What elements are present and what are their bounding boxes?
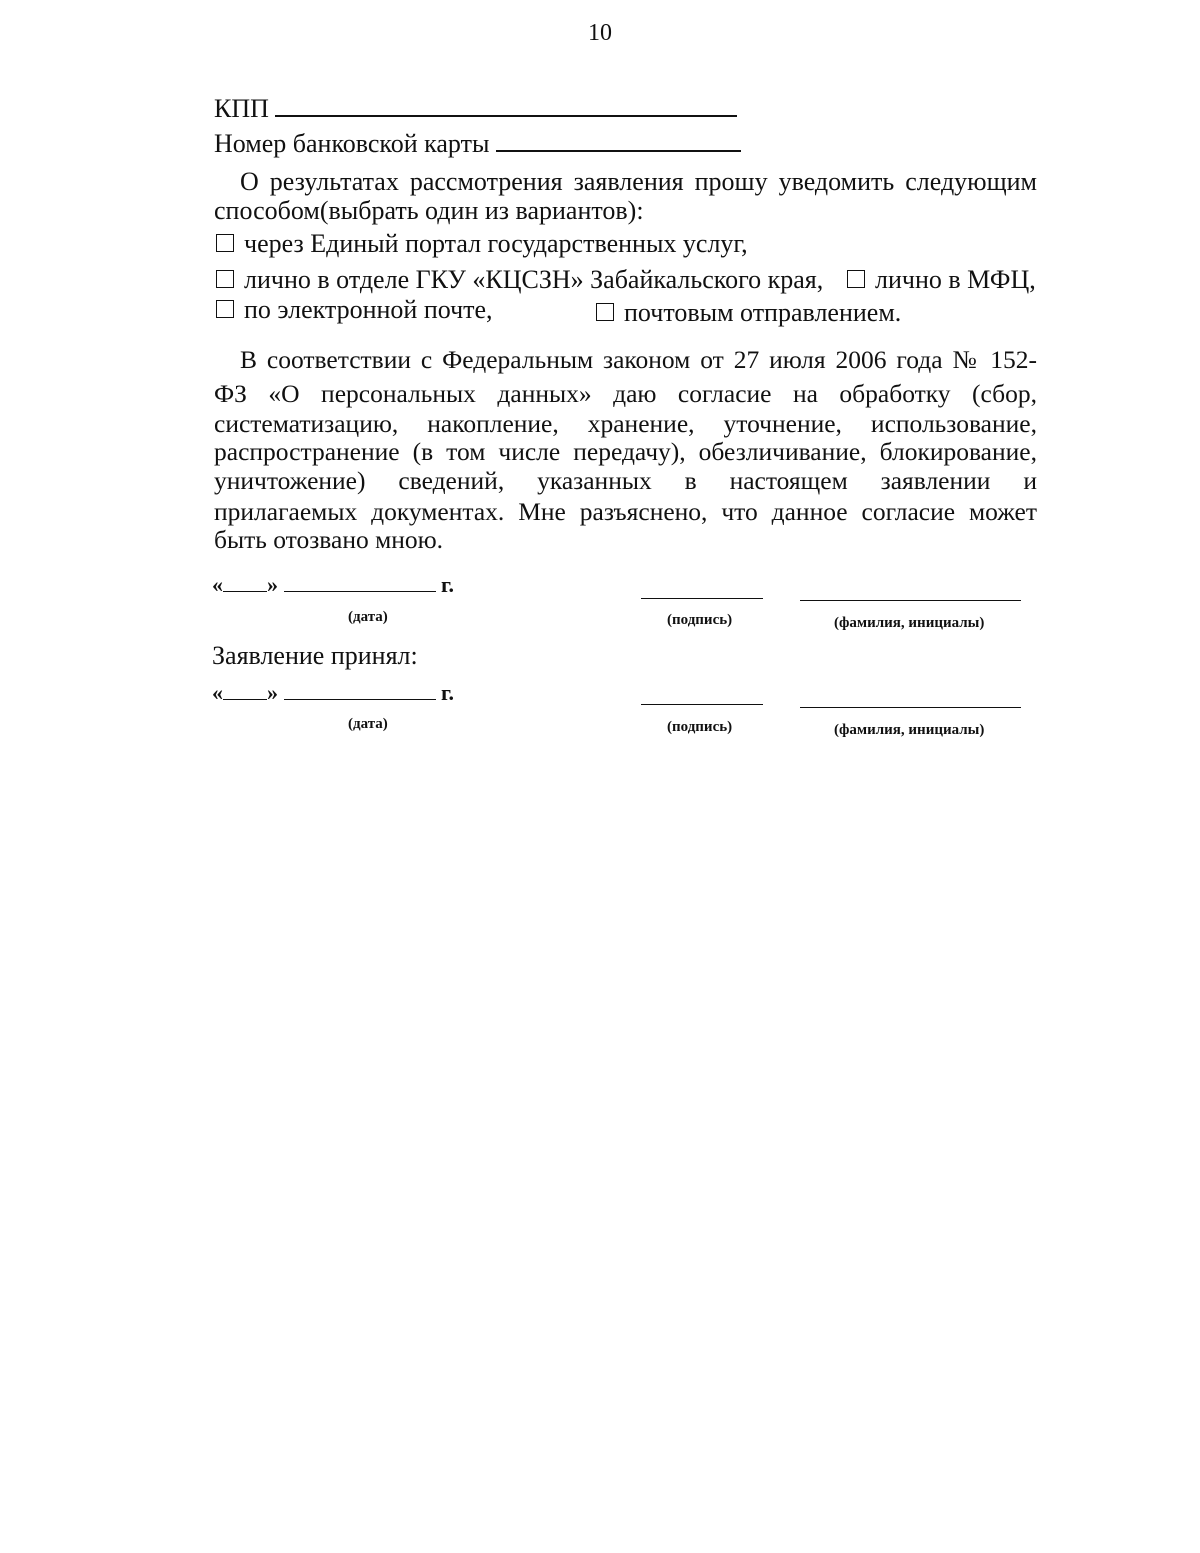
consent-line-6: прилагаемых документах. Мне разъяснено, что данное согласие может (214, 497, 1037, 526)
month-input-line[interactable] (284, 575, 436, 592)
year-suffix: г. (441, 680, 455, 705)
bank-card-label: Номер банковской карты (214, 129, 490, 158)
option-mfc[interactable] (847, 265, 1036, 295)
signature-caption: (подпись) (667, 719, 733, 735)
signature-line[interactable] (641, 704, 763, 705)
notification-intro-line1: О результатах рассмотрения заявления прошу уведомить следующим (240, 167, 1037, 196)
date-close-quote: » (267, 572, 278, 597)
checkbox-post[interactable] (596, 303, 614, 321)
consent-line-2: ФЗ «О персональных данных» даю согласие на обработку (сбор, (214, 379, 1037, 408)
year-suffix: г. (441, 572, 455, 597)
date-caption: (дата) (348, 716, 388, 732)
applicant-date-field (212, 572, 454, 598)
consent-line-4: распространение (в том числе передачу), обезличивание, блокирование, (214, 437, 1037, 466)
date-open-quote: « (212, 572, 223, 597)
bank-card-field (214, 128, 741, 159)
option-kcszn-label: лично в отделе ГКУ «КЦСЗН» Забайкальского края, (244, 265, 824, 294)
bank-card-input-line[interactable] (496, 128, 741, 152)
option-mfc-label: лично в МФЦ, (875, 265, 1036, 294)
day-input-line[interactable] (223, 575, 267, 592)
option-gosuslugi-label: через Единый портал государственных услуг, (244, 229, 748, 258)
checkbox-email[interactable] (216, 300, 234, 318)
page-number: 10 (588, 20, 612, 46)
option-email-label: по электронной почте, (244, 295, 493, 324)
name-caption: (фамилия, инициалы) (834, 615, 985, 631)
month-input-line[interactable] (284, 683, 436, 700)
checkbox-kcszn[interactable] (216, 270, 234, 288)
signature-caption: (подпись) (667, 612, 733, 628)
day-input-line[interactable] (223, 683, 267, 700)
signature-line[interactable] (641, 598, 763, 599)
option-post[interactable] (596, 298, 901, 328)
consent-line-3: систематизацию, накопление, хранение, уточнение, использование, (214, 409, 1037, 438)
option-post-label: почтовым отправлением. (624, 298, 902, 327)
receiver-date-field (212, 680, 454, 706)
option-kcszn[interactable] (216, 265, 823, 295)
consent-line-5: уничтожение) сведений, указанных в настоящем заявлении и (214, 466, 1037, 495)
date-open-quote: « (212, 680, 223, 705)
date-close-quote: » (267, 680, 278, 705)
checkbox-mfc[interactable] (847, 270, 865, 288)
consent-line-1: В соответствии с Федеральным законом от 27 июля 2006 года № 152- (240, 345, 1037, 374)
kpp-field (214, 93, 737, 124)
accepted-label: Заявление принял: (212, 641, 418, 670)
date-caption: (дата) (348, 609, 388, 625)
name-line[interactable] (800, 600, 1021, 601)
consent-line-7: быть отозвано мною. (214, 525, 444, 554)
option-email[interactable] (216, 295, 493, 325)
notification-intro-line2: способом(выбрать один из вариантов): (214, 196, 644, 225)
name-caption: (фамилия, инициалы) (834, 722, 985, 738)
option-gosuslugi[interactable] (216, 229, 748, 259)
kpp-label: КПП (214, 94, 269, 123)
checkbox-gosuslugi[interactable] (216, 234, 234, 252)
kpp-input-line[interactable] (275, 93, 737, 117)
name-line[interactable] (800, 707, 1021, 708)
